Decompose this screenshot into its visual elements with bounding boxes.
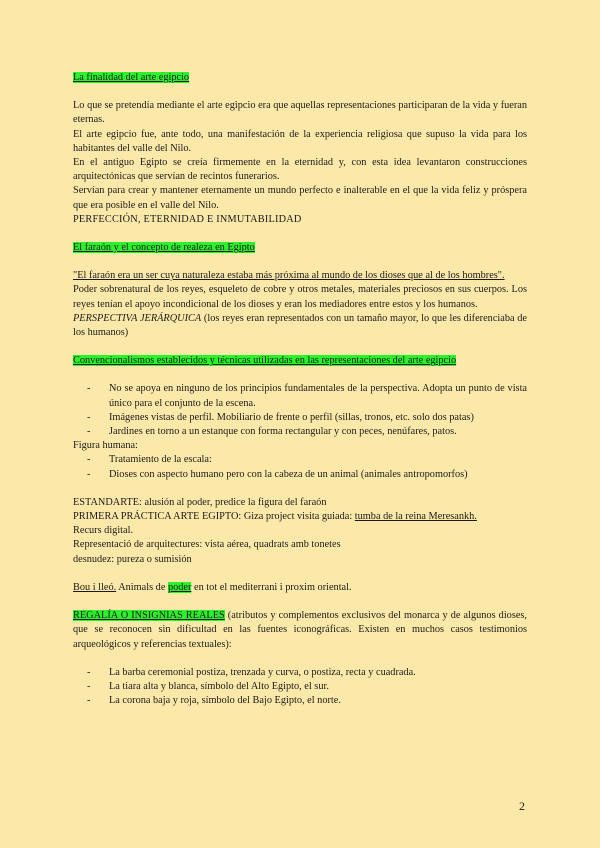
note: ESTANDARTE: alusión al poder, predice la figura del faraón	[73, 496, 327, 508]
section-heading	[73, 354, 527, 368]
section-heading	[73, 71, 527, 85]
paragraph: El arte egipcio fue, ante todo, una manifestación de la experiencia religiosa que supuso la vida para los habitantes del valle del Nilo.	[73, 128, 527, 154]
term-description: (los reyes eran representados con un tamaño mayor, lo que les diferenciaba de los humanos)	[73, 312, 527, 339]
highlight: poder	[167, 581, 192, 593]
note: Representació de arquitectures: vista aérea, quadrats amb tonetes	[73, 539, 341, 551]
quote: "El faraón era un ser cuya naturaleza estaba más próxima al mundo de los dioses que al de los hombres".	[73, 270, 505, 282]
list-item: - La corona baja y roja, símbolo del Bajo Egipto, el norte.	[73, 694, 527, 708]
document-page	[73, 71, 527, 708]
note-text: PRIMERA PRÁCTICA ARTE EGIPTO: Giza project visita guiada:	[73, 511, 355, 523]
paragraph: En el antiguo Egipto se creía firmemente en la eternidad y, con esta idea levantaron construcciones arquitectónicas que servían de recintos funerarios.	[73, 157, 527, 183]
section-heading	[73, 241, 527, 255]
bullet-list	[73, 382, 527, 439]
section-heading-text: El faraón y el concepto de realeza en Egipto	[73, 242, 255, 254]
section-heading-text: REGALÍA O INSIGNIAS REALES	[73, 610, 225, 622]
note-text: en tot el mediterrani i proxim oriental.	[191, 581, 352, 593]
motto: PERFECCIÓN, ETERNIDAD E INMUTABILIDAD	[73, 213, 302, 225]
list-item: - Jardines en torno a un estanque con forma rectangular y con peces, nenúfares, patos.	[73, 425, 527, 439]
paragraph: Servían para crear y mantener eternamente un mundo perfecto e inalterable en el que la vida feliz y próspera que era posible en el valle del Nilo.	[73, 185, 527, 211]
note: Recurs digital.	[73, 525, 134, 537]
note: desnudez: pureza o sumisión	[73, 553, 192, 565]
page-number: 2	[519, 799, 525, 813]
list-item: - La barba ceremonial postiza, trenzada y curva, o postiza, recta y cuadrada.	[73, 666, 527, 680]
list-item: - No se apoya en ninguno de los principios fundamentales de la perspectiva. Adopta un punto de vista único para el conjunto de la escena.	[73, 382, 527, 410]
paragraph: Lo que se pretendía mediante el arte egipcio era que aquellas representaciones participaran de la vida y fueran eternas.	[73, 100, 527, 126]
section-heading-text: Convencionalismos establecidos y técnicas utilizadas en las representaciones del arte egipcio	[73, 355, 457, 367]
note	[73, 581, 527, 595]
label: Figura humana:	[73, 440, 138, 452]
bullet-list	[73, 453, 527, 481]
paragraph: Poder sobrenatural de los reyes, esqueleto de cobre y otros metales, materiales preciosos en sus cuerpos. Los reyes tenían el apoyo incondicional de los dioses y eran los mediadores entre estos y los humanos.	[73, 284, 527, 310]
list-item: - Dioses con aspecto humano pero con la cabeza de un animal (animales antropomorfos)	[73, 468, 527, 482]
paragraph-text: (atributos y complementos exclusivos del monarca y de algunos dioses, que se reconocen sin dificultad en las fuentes iconográficas. Existen en muchos casos testimonios arqueológicos y referencias textuales):	[73, 610, 527, 650]
note-text: Animals de	[116, 581, 168, 593]
link[interactable]: tumba de la reina Meresankh.	[354, 511, 477, 523]
list-item: - Imágenes vistas de perfil. Mobiliario de frente o perfil (sillas, tronos, etc. solo dos patas)	[73, 411, 527, 425]
term: PERSPECTIVA JERÁRQUICA	[73, 312, 202, 324]
paragraph	[73, 609, 527, 652]
note-label: Bou i lleó.	[73, 581, 117, 593]
paragraph	[73, 312, 527, 340]
note	[73, 510, 527, 524]
section-heading-text: La finalidad del arte egipcio	[73, 72, 190, 83]
list-item: - Tratamiento de la escala:	[73, 453, 527, 467]
list-item: - La tiara alta y blanca, símbolo del Alto Egipto, el sur.	[73, 680, 527, 694]
bullet-list	[73, 666, 527, 709]
